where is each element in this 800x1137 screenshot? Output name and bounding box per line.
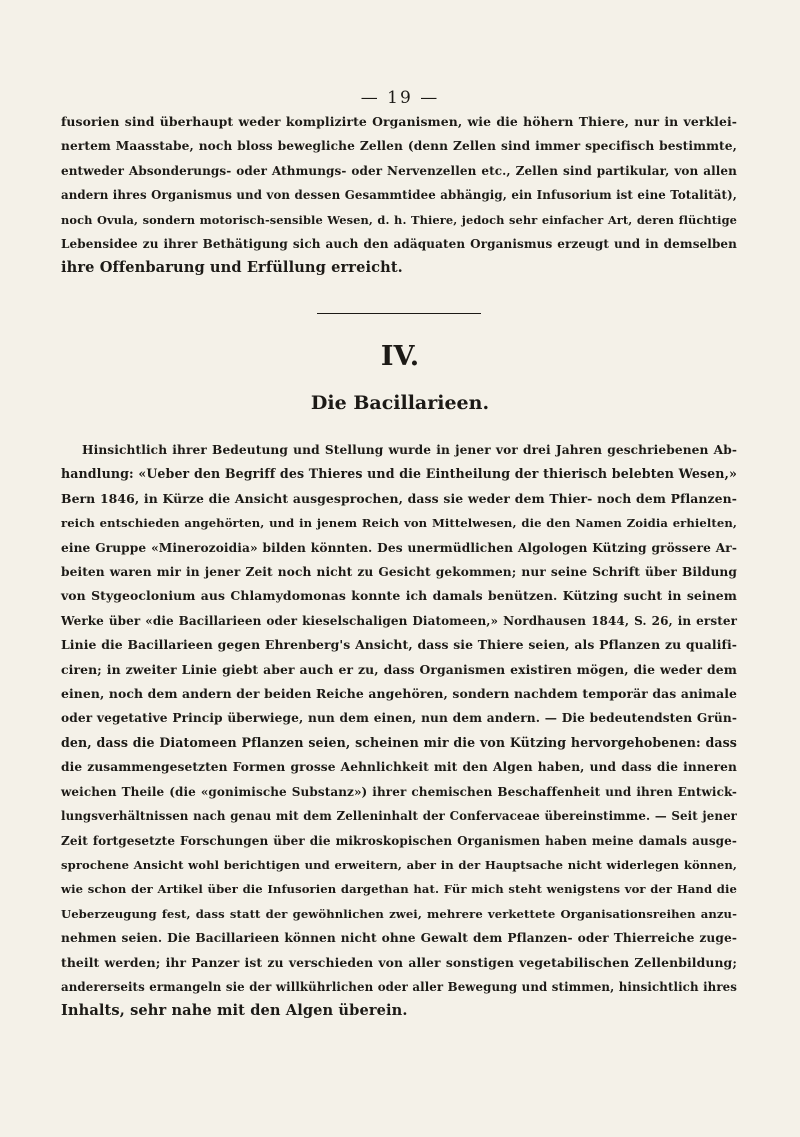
text-line: sprochene Ansicht wohl berichtigen und erweitern, aber in der Hauptsache nicht widerlegen können,: [61, 857, 737, 872]
text-line: Bern 1846, in Kürze die Ansicht ausgesprochen, dass sie weder dem Thier- noch dem Pflanzen-: [61, 490, 737, 506]
text-line: oder vegetative Princip überwiege, nun dem einen, nun dem andern. — Die bedeutendsten Grün-: [61, 711, 737, 726]
text-line: Lebensidee zu ihrer Bethätigung sich auch den adäquaten Organismus erzeugt und in demselben: [61, 237, 737, 252]
text-line: nehmen seien. Die Bacillarieen können nicht ohne Gewalt dem Pflanzen- oder Thierreiche zuge-: [61, 931, 737, 946]
text-line: einen, noch dem andern der beiden Reiche angehören, sondern nachdem temporär das animale: [61, 686, 737, 702]
text-line: Linie die Bacillarieen gegen Ehrenberg's Ansicht, dass sie Thiere seien, als Pflanzen zu qualifi-: [61, 637, 737, 653]
page-number: — 19 —: [360, 88, 440, 108]
section-divider: [317, 313, 481, 314]
text-line: lungsverhältnissen nach genau mit dem Zelleninhalt der Confervaceae übereinstimme. — Seit jener: [61, 809, 737, 824]
text-line: von Stygeoclonium aus Chlamydomonas konnte ich damals benützen. Kützing sucht in seinem: [61, 588, 737, 604]
text-line: fusorien sind überhaupt weder komplizirte Organismen, wie die höhern Thiere, nur in verklei-: [61, 114, 737, 129]
text-line: Zeit fortgesetzte Forschungen über die mikroskopischen Organismen haben meine damals ausge-: [61, 833, 737, 848]
main-paragraph: [61, 438, 737, 1024]
text-line: noch Ovula, sondern motorisch-sensible Wesen, d. h. Thiere, jedoch sehr einfacher Art, deren flüchtige: [61, 212, 737, 227]
text-line: handlung: «Ueber den Begriff des Thieres und die Eintheilung der thierisch belebten Wesen,»: [61, 466, 737, 482]
text-line: Inhalts, sehr nahe mit den Algen überein.: [61, 1002, 408, 1020]
text-line: reich entschieden angehörten, und in jenem Reich von Mittelwesen, die den Namen Zoidia erhielten,: [61, 516, 737, 531]
text-line: ihre Offenbarung und Erfüllung erreicht.: [61, 259, 403, 277]
text-line: ciren; in zweiter Linie giebt aber auch er zu, dass Organismen existiren mögen, die weder dem: [61, 661, 737, 677]
text-line: den, dass die Diatomeen Pflanzen seien, scheinen mir die von Kützing hervorgehobenen: dass: [61, 734, 737, 750]
text-line: weichen Theile (die «gonimische Substanz») ihrer chemischen Beschaffenheit und ihren Entwick-: [61, 784, 737, 799]
text-line: beiten waren mir in jener Zeit noch nicht zu Gesicht gekommen; nur seine Schrift über Bildung: [61, 565, 737, 580]
text-line: theilt werden; ihr Panzer ist zu verschieden von aller sonstigen vegetabilischen Zellenbildung;: [61, 954, 737, 970]
section-title: Die Bacillarieen.: [310, 392, 490, 414]
text-line: entweder Absonderungs- oder Athmungs- oder Nervenzellen etc., Zellen sind partikular, von allen: [61, 163, 737, 178]
text-line: Ueberzeugung fest, dass statt der gewöhnlichen zwei, mehrere verkettete Organisationsreihen anzu-: [61, 906, 737, 921]
text-line: eine Gruppe «Minerozoidia» bilden könnten. Des unermüdlichen Algologen Kützing grössere Ar-: [61, 540, 737, 555]
text-line: Hinsichtlich ihrer Bedeutung und Stellung wurde in jener vor drei Jahren geschriebenen Ab-: [82, 443, 737, 457]
intro-paragraph: [61, 110, 737, 281]
text-line: die zusammengesetzten Formen grosse Aehnlichkeit mit den Algen haben, und dass die inneren: [61, 760, 737, 775]
text-line: nertem Maasstabe, noch bloss bewegliche Zellen (denn Zellen sind immer specifisch bestimmte,: [61, 139, 737, 154]
section-number: IV.: [380, 341, 420, 372]
text-line: wie schon der Artikel über die Infusorien dargethan hat. Für mich steht wenigstens vor der Hand die: [61, 882, 737, 897]
text-line: andern ihres Organismus und von dessen Gesammtidee abhängig, ein Infusorium ist eine Totalität),: [61, 188, 737, 203]
text-line: andererseits ermangeln sie der willkührlichen oder aller Bewegung und stimmen, hinsichtlich ihres: [61, 979, 737, 994]
text-line: Werke über «die Bacillarieen oder kieselschaligen Diatomeen,» Nordhausen 1844, S. 26, in erster: [61, 613, 737, 628]
